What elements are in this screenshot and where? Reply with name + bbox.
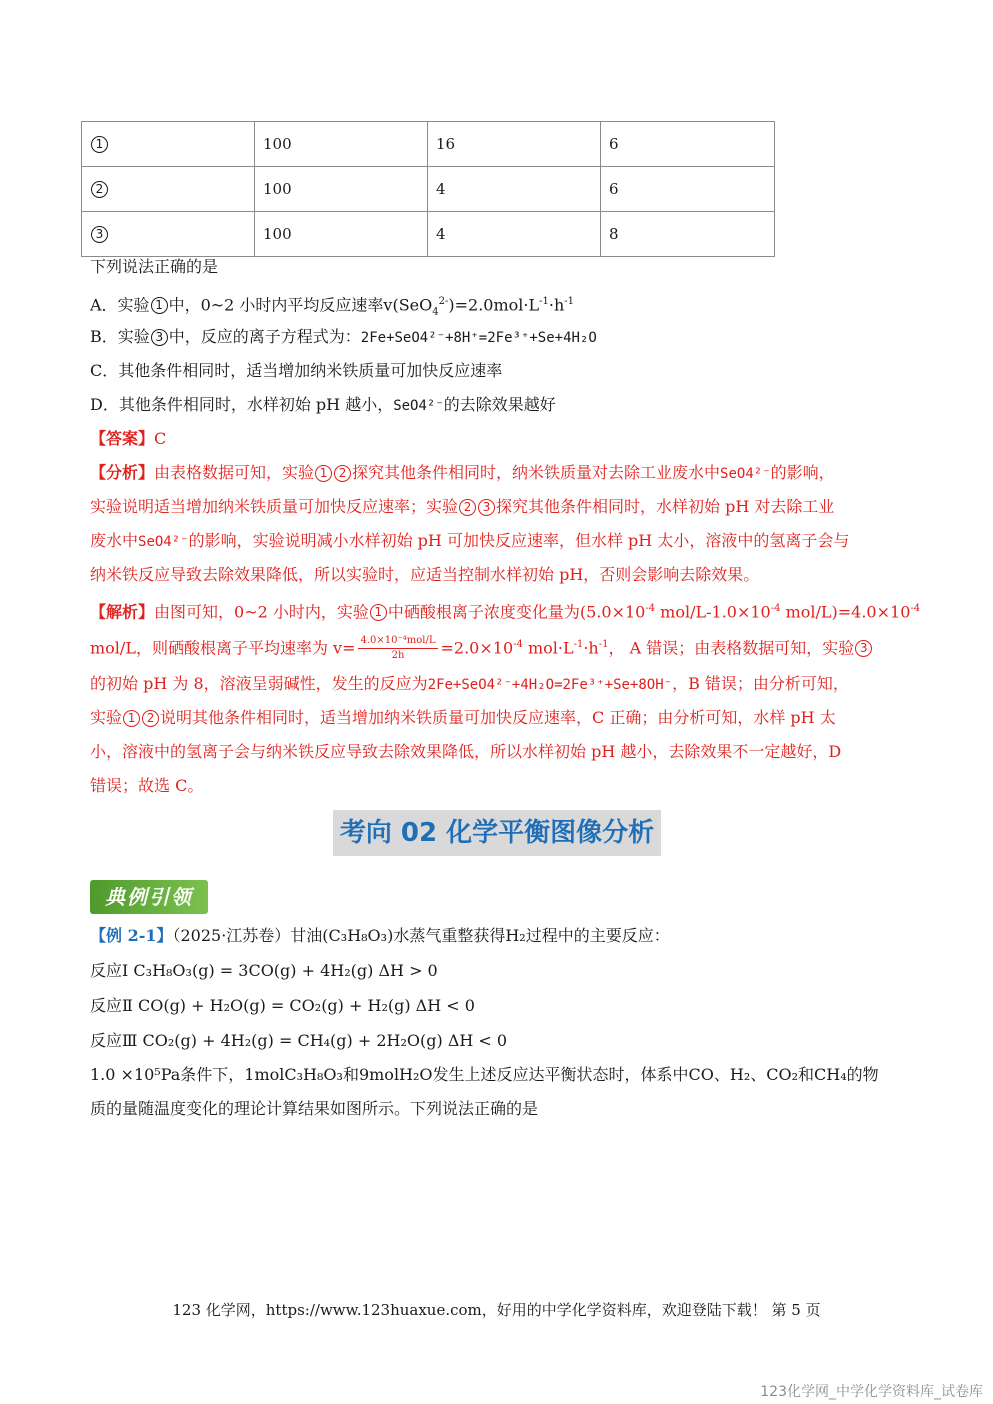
analysis-line-4: 纳米铁反应导致去除效果降低，所以实验时，应适当控制水样初始 pH，否则会影响去除效果。 [90, 565, 760, 584]
option-c: C．其他条件相同时，适当增加纳米铁质量可加快反应速率 [90, 361, 503, 380]
option-b: B．实验 3 中，反应的离子方程式为：2Fe+SeO4²⁻+8H⁺=2Fe³⁺+Se+4H₂O [90, 327, 597, 346]
question-prompt: 下列说法正确的是 [90, 257, 219, 276]
analysis-line-3: 废水中SeO4²⁻的影响，实验说明减小水样初始 pH 可加快反应速率，但水样 pH 太小，溶液中的氢离子会与 [90, 531, 850, 550]
table-row [82, 122, 775, 167]
table-cell: 100 [255, 167, 428, 212]
table-cell: 6 [601, 167, 775, 212]
table-cell: 16 [428, 122, 601, 167]
table-cell: 8 [601, 212, 775, 257]
analysis-line-2: 实验说明适当增加纳米铁质量可加快反应速率；实验 2 3 探究其他条件相同时，水样初始 pH 对去除工业 [90, 497, 835, 516]
experiment-table [81, 121, 775, 257]
solution-line-1: 【解析】由图可知，0~2 小时内，实验 1 中硒酸根离子浓度变化量为($5.0\times 10^{-4}$ mol/$L-1.0\times 10^{-4}$ mol/$L)=4.0\times 10^{-4}$ [90, 602, 921, 622]
condition-line-1: 1.0 ×10⁵Pa条件下，1molC₃H₈O₃和9molH₂O发生上述反应达平衡状态时，体系中CO、H₂、CO₂和CH₄的物 [90, 1065, 879, 1084]
reaction-3: 反应Ⅲ CO₂(g) + 4H₂(g) = CH₄(g) + 2H₂O(g) ΔH < 0 [90, 1031, 508, 1050]
solution-line-2: mol/L，则硒酸根离子平均速率为 v= $\frac{\text{4.0×10⁻⁴mol/L}}{2h}$ $=2.0\times 10^{-4}$ $mol\cdot L^{-1}\cdot h^{-1}$， A 错误；由表格数据可知，实验 3 [90, 634, 873, 663]
table-cell: 4 [428, 212, 601, 257]
condition-line-2: 质的量随温度变化的理论计算结果如图所示。下列说法正确的是 [90, 1099, 539, 1118]
table-row [82, 167, 775, 212]
table-cell-id: 1 [82, 122, 255, 167]
section-title: 考向 02 化学平衡图像分析 [333, 810, 661, 856]
table-cell: 100 [255, 122, 428, 167]
table-cell: 100 [255, 212, 428, 257]
solution-line-3: 的初始 pH 为 8，溶液呈弱碱性，发生的反应为2Fe+SeO4²⁻+4H₂O=2Fe³⁺+Se+8OH⁻，B 错误；由分析可知， [90, 674, 849, 693]
reaction-1: 反应Ⅰ C₃H₈O₃(g) = 3CO(g) + 4H₂(g) ΔH > 0 [90, 961, 438, 980]
example-banner: 典例引领 [90, 880, 208, 914]
solution-line-6: 错误；故选 C。 [90, 776, 204, 795]
table-cell-id: 2 [82, 167, 255, 212]
table-cell: 4 [428, 167, 601, 212]
table-cell: 6 [601, 122, 775, 167]
rate-fraction: $\frac{\text{4.0×10⁻⁴mol/L}}{2h}$ [360, 635, 436, 662]
reaction-2: 反应Ⅱ CO(g) + H₂O(g) = CO₂(g) + H₂(g) ΔH < 0 [90, 996, 475, 1015]
option-a: A．实验 1 中，0~2 小时内平均反应速率$v(SeO_4^{2-})=2.0mol\cdot L^{-1}\cdot h^{-1}$ [90, 295, 574, 318]
answer-line: 【答案】C [90, 429, 167, 448]
table-row [82, 212, 775, 257]
solution-line-4: 实验 1 2 说明其他条件相同时，适当增加纳米铁质量可加快反应速率，C 正确；由分析可知，水样 pH 太 [90, 708, 836, 727]
option-d: D．其他条件相同时，水样初始 pH 越小，SeO4²⁻的去除效果越好 [90, 395, 556, 414]
watermark: 123化学网_中学化学资料库_试卷库 [760, 1384, 983, 1400]
page-footer: 123 化学网，https://www.123huaxue.com，好用的中学化学资料库，欢迎登陆下载！ 第 5 页 [172, 1301, 821, 1319]
analysis-line-1: 【分析】由表格数据可知，实验 1 2 探究其他条件相同时，纳米铁质量对去除工业废水中SeO4²⁻的影响， [90, 463, 835, 482]
table-cell-id: 3 [82, 212, 255, 257]
solution-line-5: 小，溶液中的氢离子会与纳米铁反应导致去除效果降低，所以水样初始 pH 越小，去除效果不一定越好，D [90, 742, 842, 761]
example-intro: 【例 2-1】（2025·江苏卷）甘油(C₃H₈O₃)水蒸气重整获得H₂过程中的主要反应： [90, 926, 670, 945]
